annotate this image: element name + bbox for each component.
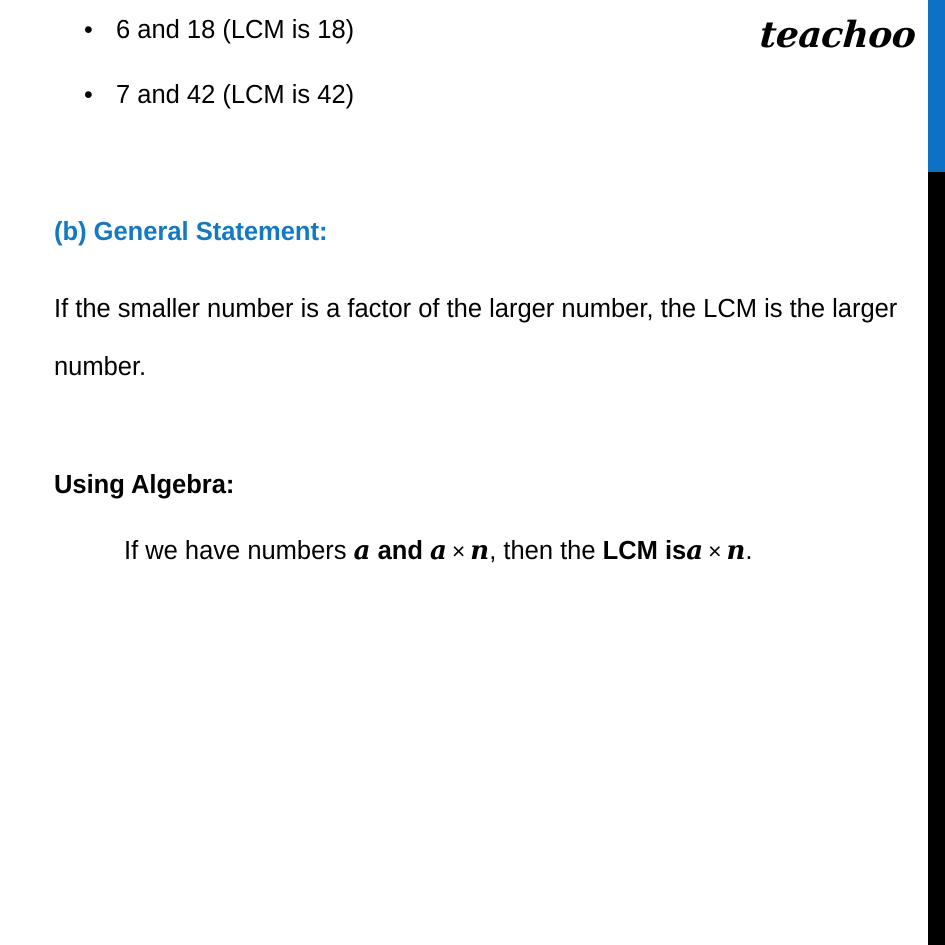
bullet-dot-icon: •	[84, 81, 93, 109]
algebra-text-middle: , then the	[489, 537, 603, 565]
algebra-statement	[124, 536, 753, 566]
math-variable-n: n	[470, 536, 490, 566]
math-variable-a: a	[430, 536, 447, 566]
right-edge-black-bar	[928, 172, 945, 945]
algebra-period: .	[745, 537, 753, 565]
list-item	[84, 81, 704, 146]
section-heading: (b) General Statement:	[54, 218, 328, 246]
right-edge-blue-bar	[928, 0, 945, 172]
multiplication-sign-icon: ×	[451, 538, 466, 564]
list-item-label: 7 and 42 (LCM is 42)	[116, 81, 355, 109]
bullet-list	[84, 16, 704, 146]
math-variable-a: a	[686, 536, 704, 566]
subsection-heading: Using Algebra:	[54, 471, 235, 499]
bullet-dot-icon: •	[84, 16, 93, 44]
multiplication-sign-icon: ×	[708, 538, 722, 564]
math-variable-a: a	[353, 536, 371, 566]
body-paragraph: If the smaller number is a factor of the larger number, the LCM is the larger number.	[54, 295, 898, 381]
list-item	[84, 16, 704, 81]
lcm-label: LCM is	[602, 537, 687, 565]
teachoo-logo: teachoo	[758, 14, 917, 56]
list-item-label: 6 and 18 (LCM is 18)	[116, 16, 355, 44]
algebra-connector: and	[370, 537, 430, 565]
algebra-text-prefix: If we have numbers	[124, 537, 354, 565]
math-variable-n: n	[726, 536, 746, 566]
